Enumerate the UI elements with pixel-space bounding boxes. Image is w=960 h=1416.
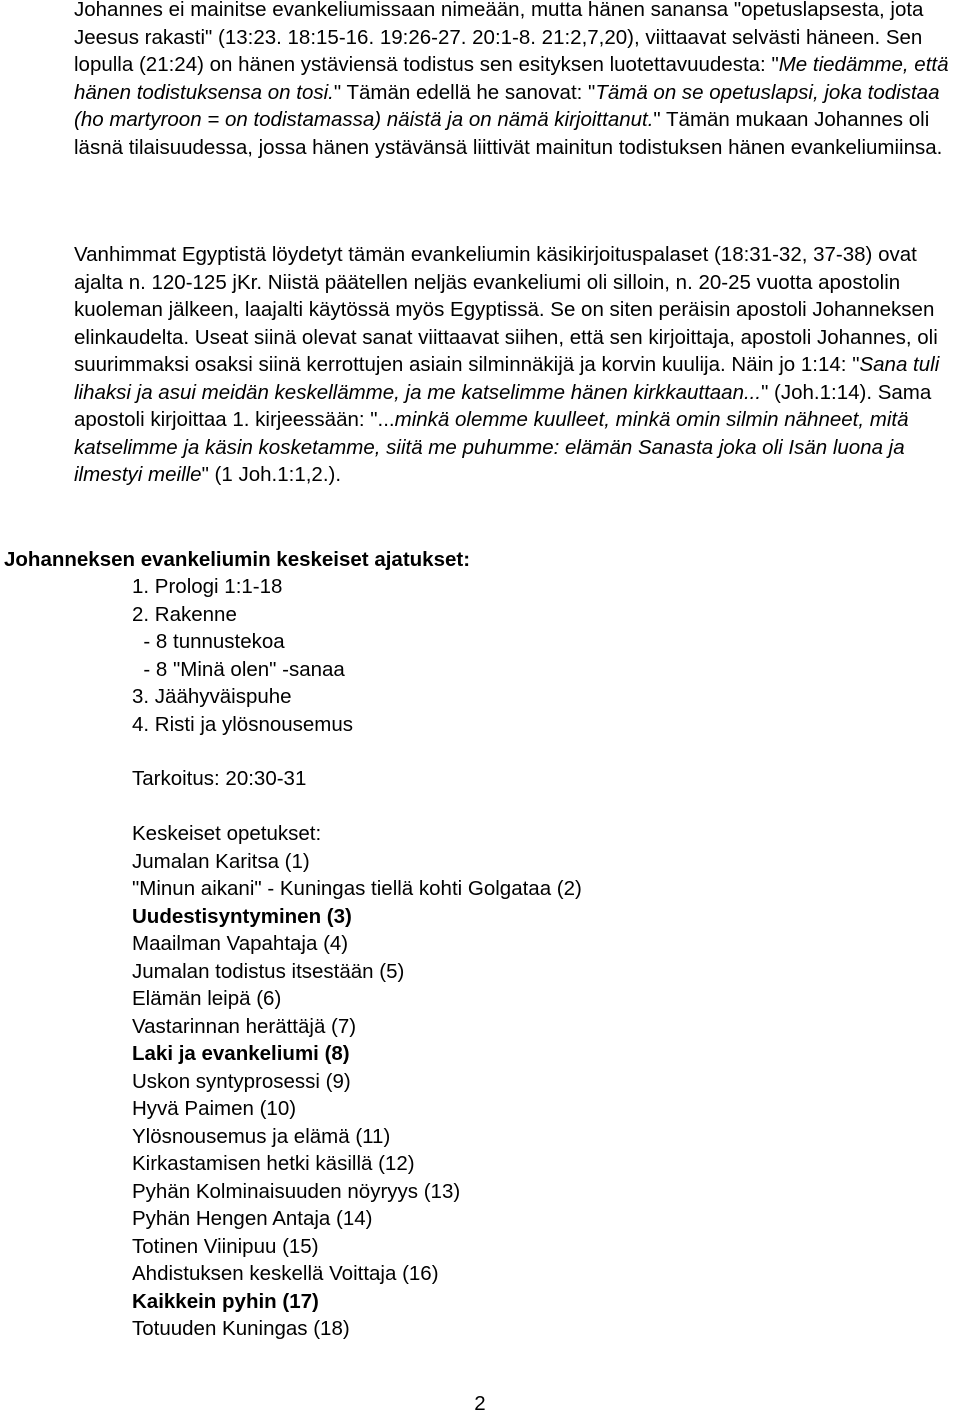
outline-item: 3. Jäähyväispuhe	[132, 685, 292, 708]
quote-text: minkä olemme kuulleet, minkä omin silmin nähneet, mitä katselimme ja käsin kosketamme, siitä me puhumme: elämän Sanasta joka oli Isän luona ja ilmestyi meille	[74, 408, 909, 486]
teaching-item: Kirkastamisen hetki käsillä (12)	[132, 1152, 415, 1175]
section-heading: Johanneksen evankeliumin keskeiset ajatukset:	[4, 548, 471, 571]
outline-list	[132, 573, 353, 738]
quote-text: Tämä on se opetuslapsi, joka todistaa (ho martyroon = on todistamassa) näistä ja on nämä kirjoittanut.	[74, 80, 940, 131]
paragraph-text: Johannes ei mainitse evankeliumissaan nimeään, mutta hänen sanansa "opetuslapsesta, jota Jeesus rakasti" (13:23. 18:15-16. 19:26-27. 20:1-8. 21:2,7,20), viittaavat selvästi häneen. Sen lopulla (21:24) on hänen ystäviensä todistus sen esityksen luotettavuudesta: "	[74, 0, 924, 76]
teaching-item: Pyhän Hengen Antaja (14)	[132, 1207, 373, 1230]
teaching-item: Kaikkein pyhin (17)	[132, 1289, 319, 1313]
manuscripts-paragraph	[74, 241, 958, 489]
teaching-item: Maailman Vapahtaja (4)	[132, 932, 349, 955]
outline-item: - 8 tunnustekoa	[132, 630, 285, 653]
teaching-item: Laki ja evankeliumi (8)	[132, 1042, 350, 1065]
teaching-item: Vastarinnan herättäjä (7)	[132, 1014, 357, 1038]
outline-item: 4. Risti ja ylösnousemus	[132, 712, 354, 736]
teaching-item: Pyhän Kolminaisuuden nöyryys (13)	[132, 1179, 461, 1203]
outline-item: 1. Prologi 1:1-18	[132, 575, 283, 598]
teaching-item: Elämän leipä (6)	[132, 987, 282, 1010]
teaching-item: Totuuden Kuningas (18)	[132, 1317, 350, 1340]
paragraph-text: Vanhimmat Egyptistä löydetyt tämän evankeliumin käsikirjoituspalaset (18:31-32, 37-38) ovat ajalta n. 120-125 jKr. Niistä päätellen neljäs evankeliumi oli silloin, n. 20-25 vuotta apostolin kuoleman jälkeen, laajalti käytössä myös Egyptissä. Se on siten peräisin apostoli Johanneksen elinkaudelta. Useat siinä olevat sanat viittaavat siihen, että sen kirjoittaja, apostoli Johannes, oli suurimmaksi osaksi siinä kerrottujen asiain silminnäkijä ja korvin kuulija. Näin jo 1:14: "	[74, 243, 938, 376]
page-number: 2	[474, 1392, 486, 1415]
quote-text: Sana tuli lihaksi ja asui meidän keskellämme, ja me katselimme hänen kirkkauttaan...	[74, 353, 940, 404]
teachings-label: Keskeiset opetukset:	[132, 822, 322, 845]
outline-item: 2. Rakenne	[132, 602, 237, 626]
outline-item: - 8 "Minä olen" -sanaa	[132, 657, 345, 681]
teaching-item: Uskon syntyprosessi (9)	[132, 1069, 351, 1093]
teachings-list	[132, 820, 582, 1343]
paragraph-text: " (Joh.1:14). Sama apostoli kirjoittaa 1. kirjeessään: "...	[74, 380, 932, 431]
teaching-item: Totinen Viinipuu (15)	[132, 1234, 319, 1258]
teaching-item: Ahdistuksen keskellä Voittaja (16)	[132, 1262, 439, 1285]
paragraph-text: " Tämän edellä he sanovat: "	[333, 80, 596, 104]
teachings-items	[132, 848, 582, 1343]
paragraph-text: " Tämän mukaan Johannes oli läsnä tilaisuudessa, jossa hänen ystävänsä liittivät mainitun todistuksen hänen evankeliumiinsa.	[74, 108, 943, 159]
teaching-item: Hyvä Paimen (10)	[132, 1097, 297, 1120]
paragraph-text: " (1 Joh.1:1,2.).	[201, 463, 342, 486]
teaching-item: "Minun aikani" - Kuningas tiellä kohti Golgataa (2)	[132, 877, 582, 900]
teaching-item: Jumalan Karitsa (1)	[132, 849, 310, 873]
intro-paragraph	[74, 0, 958, 161]
quote-text: Me tiedämme, että hänen todistuksensa on tosi.	[74, 53, 949, 104]
teaching-item: Jumalan todistus itsestään (5)	[132, 959, 405, 983]
purpose-line: Tarkoitus: 20:30-31	[132, 767, 307, 790]
teaching-item: Uudestisyntyminen (3)	[132, 904, 352, 928]
teaching-item: Ylösnousemus ja elämä (11)	[132, 1124, 391, 1148]
